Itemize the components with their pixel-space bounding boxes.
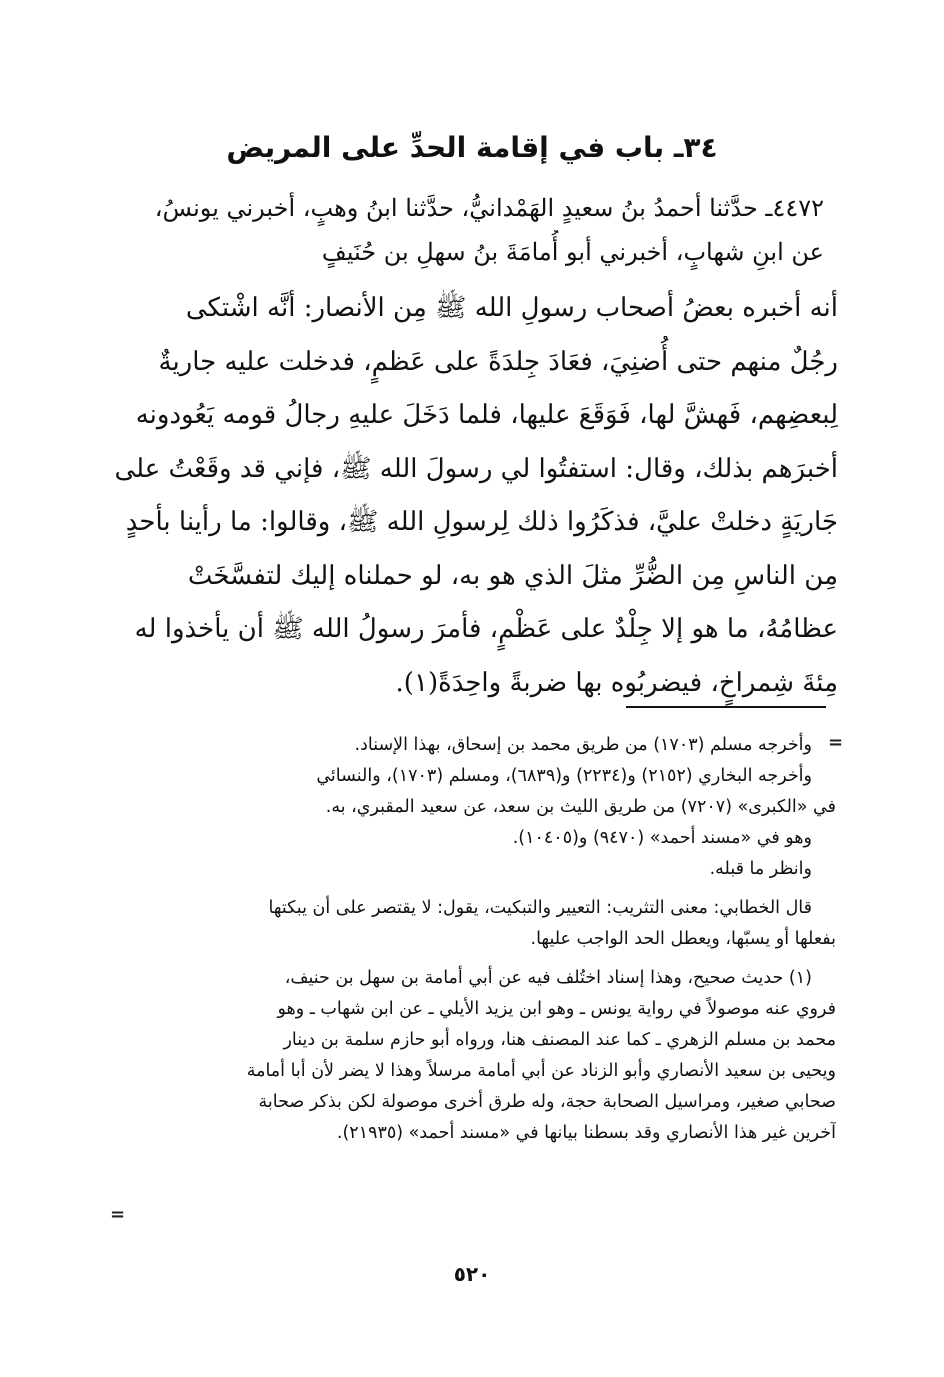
footnote-line: وأخرجه مسلم (١٧٠٣) من طريق محمد بن إسحاق، بهذا الإسناد. xyxy=(354,735,812,755)
matn-line: أنه أخبره بعضُ أصحاب رسولِ الله ﷺ مِن الأنصار: أنَّه اشْتكى xyxy=(185,293,838,323)
page-number: ٥٢٠ xyxy=(453,1262,491,1286)
footnote-line: صحابي صغير، ومراسيل الصحابة حجة، وله طرق أخرى موصولة لكن بذكر صحابة xyxy=(258,1092,836,1112)
continuation-mark-top: = xyxy=(828,732,844,753)
footnote-line: محمد بن مسلم الزهري ـ كما عند المصنف هنا، ورواه أبو حازم سلمة بن دينار xyxy=(283,1030,836,1050)
footnote-line: وهو في «مسند أحمد» (٩٤٧٠) و(١٠٤٠٥). xyxy=(512,828,812,848)
footnote-line: وانظر ما قبله. xyxy=(709,859,812,879)
isnad-line: ٤٤٧٢ـ حدَّثنا أحمدُ بنُ سعيدٍ الهَمْدانيُّ، حدَّثنا ابنُ وهبٍ، أخبرني يونسُ، xyxy=(154,194,824,222)
footnote-line: وأخرجه البخاري (٢١٥٢) و(٢٢٣٤) و(٦٨٣٩)، ومسلم (١٧٠٣)، والنسائي xyxy=(316,766,812,786)
footnotes xyxy=(108,730,836,1149)
chapter-title: ٣٤ـ باب في إقامة الحدِّ على المريض xyxy=(226,131,718,164)
footnote-line: آخرين غير هذا الأنصاري وقد بسطنا بيانها في «مسند أحمد» (٢١٩٣٥). xyxy=(336,1123,836,1143)
matn-line: جَاريَةٍ دخلتْ عليَّ، فذكَرُوا ذلك لِرسولِ الله ﷺ، وقالوا: ما رأينا بأحدٍ xyxy=(125,507,838,537)
continuation-mark-bottom: = xyxy=(110,1204,126,1225)
matn-line: أخبرَهم بذلك، وقال: استفتُوا لي رسولَ الله ﷺ، فإني قد وقَعْتُ على xyxy=(114,453,838,484)
footnote-line: (١) حديث صحيح، وهذا إسناد اختُلف فيه عن أبي أمامة بن سهل بن حنيف، xyxy=(284,968,812,988)
matn-line: لِبعضِهم، فَهشَّ لها، فَوَقَعَ عليها، فلما دَخَلَ عليهِ رجالُ قومه يَعُودونه xyxy=(135,400,838,430)
matn-line: مِن الناسِ مِن الضُّرِّ مثلَ الذي هو به، لو حملناه إليك لتفسَّخَتْ xyxy=(187,560,838,591)
matn-line: عظامُهُ، ما هو إلا جِلْدٌ على عَظْمٍ، فأمرَ رسولُ الله ﷺ أن يأخذوا له xyxy=(134,614,838,644)
footnote-line: قال الخطابي: معنى التثريب: التعيير والتبكيت، يقول: لا يقتصر على أن يبكتها xyxy=(268,898,812,918)
footnote-line: فروي عنه موصولاً في رواية يونس ـ وهو ابن يزيد الأيلي ـ عن ابن شهاب ـ وهو xyxy=(277,999,836,1019)
isnad-line: عن ابنِ شهابٍ، أخبرني أبو أُمامَةَ بنُ سهلِ بن حُنَيفٍ xyxy=(321,238,824,266)
hadith-isnad xyxy=(108,186,824,274)
footnote-line: في «الكبرى» (٧٢٠٧) من طريق الليث بن سعد، عن سعيد المقبري، به. xyxy=(325,797,836,817)
footnote-line: ويحيى بن سعيد الأنصاري وأبو الزناد عن أبي أمامة مرسلاً وهذا لا يضر لأن أبا أمامة xyxy=(246,1061,836,1081)
matn-line: رجُلٌ منهم حتى أُضنِيَ، فعَادَ جِلدَةً على عَظمٍ، فدخلت عليه جاريةٌ xyxy=(158,346,838,377)
hadith-matn xyxy=(108,282,838,710)
matn-line: مِئةَ شِمراخٍ، فيضربُوه بها ضربةً واحِدَةً(١). xyxy=(395,667,838,698)
footnote-line: بفعلها أو يسبّها، ويعطل الحد الواجب عليها. xyxy=(530,929,836,949)
footnote-divider xyxy=(626,706,826,708)
